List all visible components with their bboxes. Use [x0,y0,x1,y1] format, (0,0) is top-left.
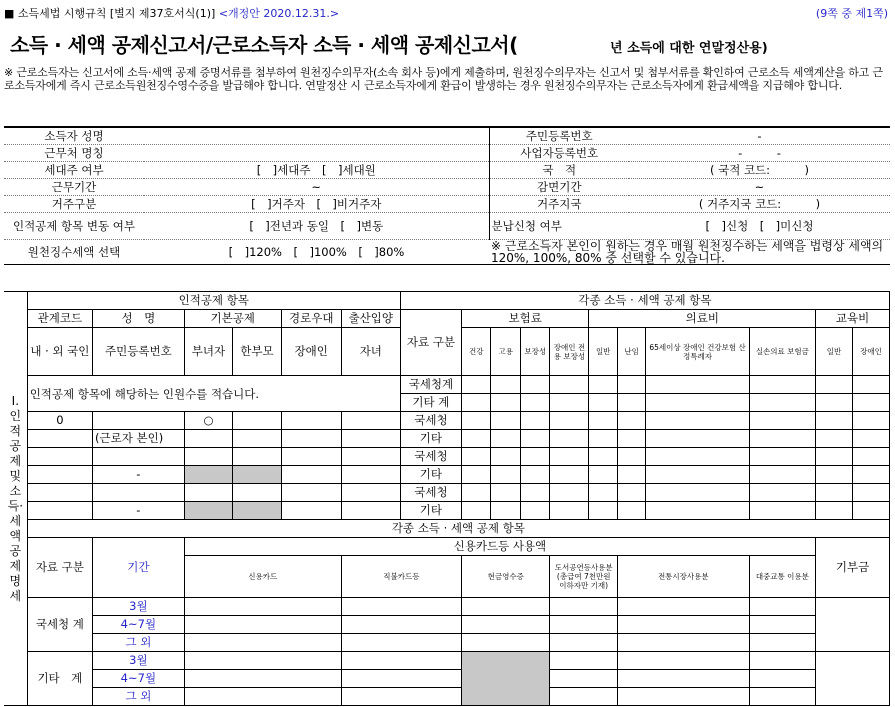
cell[interactable] [233,484,281,502]
cell[interactable] [852,412,889,430]
cell [184,502,232,520]
cell[interactable] [27,484,92,502]
cell[interactable] [816,412,853,430]
childbirth-header: 출산입양 [341,310,400,328]
cell[interactable] [550,430,589,448]
cell[interactable] [816,484,853,502]
cell[interactable] [617,376,645,394]
exempt-label: 감면기간 [489,179,629,196]
cell[interactable] [281,448,341,466]
cell[interactable] [816,466,853,484]
cell[interactable] [852,394,889,412]
nts-label: 국세청 [400,412,461,430]
cell[interactable] [617,652,749,670]
cell[interactable] [852,430,889,448]
cell[interactable] [749,688,815,706]
cell[interactable] [816,652,890,706]
taxpayer-info-table [4,126,890,265]
form-title-sub: 년 소득에 대한 연말정산용) [610,41,768,56]
bizno-field[interactable]: - - [629,145,890,162]
cell[interactable] [281,430,341,448]
ins-employ-header: 고용 [491,328,521,376]
women-header: 부녀자 [184,328,232,376]
cell[interactable] [491,412,521,430]
cell[interactable] [589,502,617,520]
cell[interactable] [617,616,749,634]
cell[interactable] [491,376,521,394]
cell[interactable] [341,598,461,616]
books-header: 도서공연등사용분 (총급여 7천만원 이하자만 기재) [550,556,617,598]
cell[interactable] [550,376,589,394]
edu-general-header: 일반 [816,328,853,376]
cell[interactable] [520,448,550,466]
cell[interactable] [646,412,749,430]
country-field[interactable]: ( 거주지국 코드: ) [629,196,890,213]
withholding-field[interactable]: [ ]120% [ ]100% [ ]80% [144,240,489,265]
period-label: 근무기간 [4,179,144,196]
data-type-header: 자료 구분 [400,310,461,376]
cell[interactable] [93,484,185,502]
residency-label: 거주구분 [4,196,144,213]
change-label: 인적공제 항목 변동 여부 [4,213,144,240]
cell[interactable] [589,412,617,430]
person1-self: (근로자 본인) [93,430,185,448]
bizno-label: 사업자등록번호 [489,145,629,162]
cell[interactable] [749,430,815,448]
market-header: 전통시장사용분 [617,556,749,598]
debit-header: 직불카드등 [341,556,461,598]
cell[interactable] [550,598,617,616]
nationality-field[interactable]: ( 국적 코드: ) [629,162,890,179]
cell[interactable] [816,598,890,652]
cell[interactable] [341,652,461,670]
cell[interactable] [520,430,550,448]
cell[interactable] [550,634,617,652]
cell [233,502,281,520]
cell[interactable] [550,670,617,688]
cell[interactable] [491,394,521,412]
cell[interactable] [233,430,281,448]
cell[interactable] [491,430,521,448]
page-indicator: (9쪽 중 제1쪽) [815,7,888,20]
cell[interactable] [341,502,400,520]
cell[interactable] [184,484,232,502]
transit-header: 대중교통 이용분 [749,556,815,598]
change-field[interactable]: [ ]전년과 동일 [ ]변동 [144,213,489,240]
company-field[interactable] [144,145,489,162]
cell[interactable] [589,448,617,466]
cell[interactable] [27,502,92,520]
cell[interactable] [341,670,461,688]
cell[interactable] [461,466,491,484]
cell[interactable] [281,412,341,430]
name-header: 성 명 [93,310,185,328]
cell[interactable] [589,394,617,412]
cell[interactable] [520,412,550,430]
cell[interactable] [617,688,749,706]
installment-field[interactable]: [ ]신청 [ ]미신청 [629,213,890,240]
med-general-header: 일반 [589,328,617,376]
cell[interactable] [184,670,341,688]
person1-women[interactable]: ○ [184,412,232,430]
cell[interactable] [461,616,550,634]
cell[interactable] [749,484,815,502]
cell[interactable] [816,448,853,466]
form-title [10,29,890,65]
cell [184,466,232,484]
basic-header: 기본공제 [184,310,281,328]
cell[interactable] [646,430,749,448]
cell[interactable] [184,598,341,616]
section-side-label: Ⅰ. 인적공제 및 소득·세액공제 명세 [4,292,27,706]
cell[interactable] [852,502,889,520]
other-label: 기타 [400,430,461,448]
cell[interactable] [617,394,645,412]
cell[interactable] [461,598,550,616]
withholding-note: ※ 근로소득자 본인이 원하는 경우 매월 원천징수하는 세액을 법령상 세액의 120%, 100%, 80% 중 선택할 수 있습니다. [489,240,890,265]
cell[interactable] [852,484,889,502]
cell[interactable] [617,448,645,466]
cell[interactable] [461,394,491,412]
cash-header: 현금영수증 [461,556,550,598]
person3-dash: - [93,502,185,520]
cell[interactable] [550,502,589,520]
exempt-field[interactable]: ~ [629,179,890,196]
form-header [4,3,890,21]
person1-code[interactable]: 0 [27,412,92,430]
cell[interactable] [749,412,815,430]
personal-header: 인적공제 항목 [27,292,400,310]
cell[interactable] [461,484,491,502]
cell[interactable] [550,412,589,430]
med-senior-header: 65세이상 장애인 건강보험 산정특례자 [646,328,749,376]
cell[interactable] [589,484,617,502]
residency-field[interactable]: [ ]거주자 [ ]비거주자 [144,196,489,213]
cell[interactable] [749,598,815,616]
cell[interactable] [589,466,617,484]
deduction-header: 각종 소득 · 세액 공제 항목 [400,292,889,310]
cell[interactable] [550,652,617,670]
med-infertility-header: 난임 [617,328,645,376]
education-header: 교육비 [816,310,890,328]
revision-note: <개정안 2020.12.31.> [218,7,340,20]
cell[interactable] [646,502,749,520]
deduction-table [4,291,890,706]
cell[interactable] [749,466,815,484]
cell[interactable] [852,376,889,394]
cell[interactable] [646,466,749,484]
data-type-header-2: 자료 구분 [27,538,92,598]
cell[interactable] [341,448,400,466]
cell [233,466,281,484]
cell[interactable] [749,652,815,670]
child-header: 자녀 [341,328,400,376]
company-label: 근무처 명칭 [4,145,144,162]
cell[interactable] [749,376,815,394]
ins-general-header: 보장성 [520,328,550,376]
person2-dash: - [93,466,185,484]
med-premature-header: 실손의료 보험금 [749,328,815,376]
cell[interactable] [589,430,617,448]
cell[interactable] [646,376,749,394]
cash-disabled-cell [461,652,550,706]
cell[interactable] [646,484,749,502]
cell[interactable] [184,616,341,634]
cell[interactable] [520,484,550,502]
name-label: 소득자 성명 [4,127,144,145]
nts-label: 국세청 [400,484,461,502]
cell[interactable] [550,466,589,484]
period-field[interactable]: ~ [144,179,489,196]
rrn-header: 주민등록번호 [93,328,185,376]
cell[interactable] [852,466,889,484]
count-note: 인적공제 항목에 해당하는 인원수를 적습니다. [27,376,400,412]
cell[interactable] [749,502,815,520]
cell[interactable] [550,616,617,634]
nationality-label: 국 적 [489,162,629,179]
cell[interactable] [491,484,521,502]
cell[interactable] [550,688,617,706]
cell[interactable] [27,466,92,484]
household-field[interactable]: [ ]세대주 [ ]세대원 [144,162,489,179]
name-field[interactable] [144,127,489,145]
cell[interactable] [749,394,815,412]
nts-label: 국세청 [400,448,461,466]
cell[interactable] [749,616,815,634]
medical-header: 의료비 [589,310,816,328]
cell[interactable] [491,502,521,520]
cell[interactable] [646,394,749,412]
cell[interactable] [816,502,853,520]
cell[interactable] [184,448,232,466]
cell[interactable] [184,634,341,652]
cell[interactable] [491,466,521,484]
cell[interactable] [617,670,749,688]
cell[interactable] [852,448,889,466]
cell[interactable] [520,394,550,412]
cell[interactable] [281,466,341,484]
domestic-header: 내 · 외 국인 [27,328,92,376]
cell[interactable] [93,448,185,466]
cell[interactable] [341,430,400,448]
cell[interactable] [550,448,589,466]
notice-text: ※ 근로소득자는 신고서에 소득·세액 공제 증명서류를 첨부하여 원천징수의무자(소속 회사 등)에게 제출하며, 원천징수의무자는 신고서 및 첨부서류를 확인하여 근로소득 세액계산을 하고 근로소득자에게 즉시 근로소득원천징수영수증을 발급해야 합니다. 연말정산 시 근로소득자에게 환급이 발생하는 경우 원천징수의무자는 근로소득자에게 환급세액을 지급해야 합니다. [4,66,883,92]
period-mar: 3월 [93,598,185,616]
installment-label: 분납신청 여부 [489,213,629,240]
cell[interactable] [816,430,853,448]
cell[interactable] [816,376,853,394]
period-etc: 그 외 [93,688,185,706]
other-total-label: 기타 계 [400,394,461,412]
cell[interactable] [749,670,815,688]
ins-health-header: 건강 [461,328,491,376]
cell[interactable] [281,484,341,502]
cell[interactable] [461,634,550,652]
cell[interactable] [461,448,491,466]
cell[interactable] [589,376,617,394]
period-aprjul: 4~7월 [93,616,185,634]
cell[interactable] [491,448,521,466]
period-mar: 3월 [93,652,185,670]
cell[interactable] [617,598,749,616]
cell[interactable] [341,616,461,634]
deduction-header-2: 각종 소득 · 세액 공제 항목 [27,520,889,538]
other-label: 기타 [400,466,461,484]
cell[interactable] [617,634,749,652]
cell[interactable] [520,502,550,520]
other-total2-label: 기타 계 [27,652,92,706]
cell[interactable] [520,466,550,484]
cell[interactable] [233,448,281,466]
cell[interactable] [184,688,341,706]
cell[interactable] [27,430,92,448]
cell[interactable] [461,376,491,394]
country-label: 거주지국 [489,196,629,213]
rrn-field[interactable]: - [629,127,890,145]
cell[interactable] [617,484,645,502]
household-label: 세대주 여부 [4,162,144,179]
insurance-header: 보험료 [461,310,589,328]
nts-total2-label: 국세청 계 [27,598,92,652]
period-etc: 그 외 [93,634,185,652]
cell[interactable] [184,430,232,448]
other-label: 기타 [400,502,461,520]
cell[interactable] [550,484,589,502]
cell[interactable] [184,652,341,670]
ins-disabled-header: 장애인 전용 보장성 [550,328,589,376]
person1-name[interactable] [93,412,185,430]
cell[interactable] [341,412,400,430]
cell[interactable] [617,430,645,448]
disabled-header: 장애인 [281,328,341,376]
cell[interactable] [27,448,92,466]
cell[interactable] [617,466,645,484]
cell[interactable] [341,466,400,484]
rrn-label: 주민등록번호 [489,127,629,145]
form-title-main: 소득 · 세액 공제신고서/근로소득자 소득 · 세액 공제신고서( [10,33,518,57]
cell[interactable] [646,448,749,466]
cell[interactable] [617,502,645,520]
cell[interactable] [461,430,491,448]
single-parent-header: 한부모 [233,328,281,376]
cell[interactable] [341,484,400,502]
edu-disabled-header: 장애인 [852,328,889,376]
donation-header: 기부금 [816,538,890,598]
cell[interactable] [281,502,341,520]
cell[interactable] [233,412,281,430]
cell[interactable] [341,688,461,706]
cell[interactable] [461,502,491,520]
period-aprjul: 4~7월 [93,670,185,688]
senior-header: 경로우대 [281,310,341,328]
rel-code-header: 관계코드 [27,310,92,328]
nts-total-label: 국세청계 [400,376,461,394]
cell[interactable] [749,448,815,466]
law-reference: ■ 소득세법 시행규칙 [별지 제37호서식(1)] <개정안 2020.12.31.> [4,7,340,20]
usage-header: 신용카드등 사용액 [184,538,815,556]
cell[interactable] [749,634,815,652]
cell[interactable] [520,376,550,394]
cell[interactable] [550,394,589,412]
withholding-label: 원천징수세액 선택 [4,240,144,265]
cell[interactable] [617,412,645,430]
period-header: 기간 [93,538,185,598]
credit-header: 신용카드 [184,556,341,598]
cell[interactable] [816,394,853,412]
cell[interactable] [341,634,461,652]
cell[interactable] [461,412,491,430]
